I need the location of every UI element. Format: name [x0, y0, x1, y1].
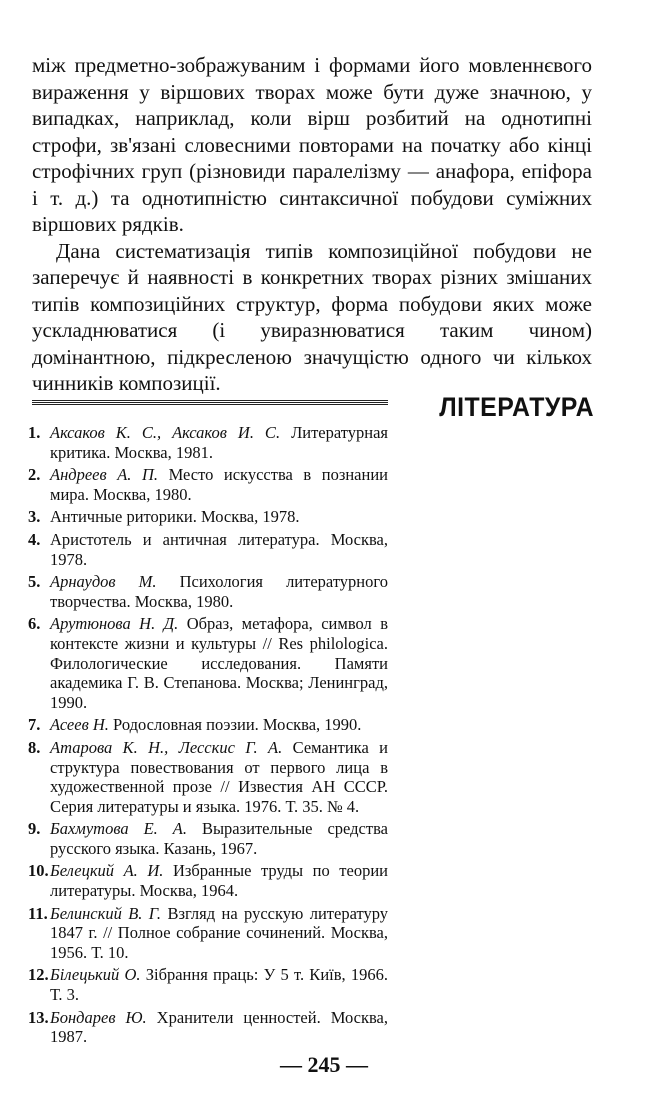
- reference-item: [28, 572, 388, 611]
- reference-text: Выразительные средства русского языка. Казань, 1967.: [50, 819, 388, 858]
- reference-number: 3.: [28, 507, 41, 527]
- reference-text: Избранные труды по теории литературы. Москва, 1964.: [50, 861, 388, 901]
- reference-text: Родословная поэзии. Москва, 1990.: [108, 715, 362, 735]
- section-heading: ЛІТЕРАТУРА: [439, 392, 594, 422]
- reference-author: Бахмутова Е. А.: [50, 819, 187, 839]
- reference-item: [28, 715, 388, 735]
- reference-text: Хранители ценностей. Москва, 1987.: [50, 1007, 388, 1047]
- body-text: [32, 52, 592, 397]
- reference-number: 5.: [28, 572, 41, 592]
- reference-text: Семантика и структура повествования от первого лица в художественной прозе // Известия АН СССР. Серия литературы и языка. 1976. Т. 35. № 4.: [50, 737, 389, 816]
- paragraph: Дана систематизація типів композиційної побудови не заперечує й наявності в конкретних творах різних змішаних типів композиційних структур, форма побудови яких може ускладнюватися (і увиразнюватися таким чином) домінантною, підкресленою значущістю одного чи кількох чинників композиції.: [32, 238, 592, 395]
- reference-number: 1.: [28, 423, 41, 442]
- reference-number: 12.: [28, 965, 49, 985]
- reference-number: 9.: [28, 819, 41, 839]
- reference-number: 10.: [28, 861, 49, 881]
- reference-text: Психология литературного творчества. Москва, 1980.: [50, 572, 388, 611]
- reference-author: Белецкий А. И.: [50, 861, 164, 881]
- reference-item: [28, 738, 388, 816]
- reference-number: 8.: [28, 737, 41, 757]
- section-rule: [32, 400, 388, 406]
- reference-author: Белинский В. Г.: [50, 903, 162, 923]
- reference-text: Литературная критика. Москва, 1981.: [50, 423, 388, 462]
- reference-author: Арнаудов М.: [50, 572, 157, 592]
- reference-item: [28, 614, 388, 712]
- reference-number: 4.: [28, 529, 41, 549]
- reference-text: Античные риторики. Москва, 1978.: [50, 507, 300, 527]
- reference-text: Аристотель и античная литература. Москва, 1978.: [50, 529, 388, 569]
- reference-item: [28, 904, 388, 963]
- reference-author: Атарова К. Н., Лесскис Г. А.: [50, 737, 283, 757]
- reference-list: [28, 423, 388, 1050]
- reference-item: [28, 861, 388, 900]
- reference-text: Место искусства в познании мира. Москва, 1980.: [50, 465, 388, 504]
- reference-text: Образ, метафора, символ в контексте жизни и культуры // Res philologica. Филологические исследования. Памяти академика Г. В. Степанова. Москва; Ленинград, 1990.: [50, 614, 389, 712]
- reference-number: 11.: [28, 903, 48, 923]
- reference-item: [28, 507, 388, 527]
- reference-item: [28, 965, 388, 1004]
- reference-item: [28, 530, 388, 569]
- reference-item: [28, 1008, 388, 1047]
- reference-author: Арутюнова Н. Д.: [50, 614, 179, 634]
- reference-number: 13.: [28, 1007, 49, 1027]
- reference-number: 2.: [28, 465, 41, 485]
- reference-text: Зібрання праць: У 5 т. Київ, 1966. Т. 3.: [50, 965, 388, 1005]
- reference-author: Білецький О.: [50, 965, 141, 985]
- reference-text: Взгляд на русскую литературу 1847 г. // Полное собрание сочинений. Москва, 1956. Т. 10.: [50, 903, 388, 962]
- reference-item: [28, 423, 388, 462]
- reference-number: 6.: [28, 614, 41, 634]
- reference-author: Аксаков К. С., Аксаков И. С.: [50, 423, 281, 442]
- paragraph: між предметно-зображуваним і формами його мовленнєвого вираження у віршових творах може бути дуже значною, у випадках, наприклад, коли вірш розбитий на однотипні строфи, зв'язані словесними повторами на початку або кінці строфічних груп (різновиди паралелізму — анафора, епіфора і т. д.) та однотипністю синтаксичної побудови суміжних віршових рядків.: [32, 53, 592, 236]
- reference-item: [28, 465, 388, 504]
- reference-author: Андреев А. П.: [50, 465, 159, 485]
- reference-author: Асеев Н.: [50, 715, 109, 735]
- reference-number: 7.: [28, 715, 41, 735]
- reference-author: Бондарев Ю.: [50, 1007, 147, 1027]
- page-number: — 245 —: [280, 1052, 368, 1077]
- reference-item: [28, 819, 388, 858]
